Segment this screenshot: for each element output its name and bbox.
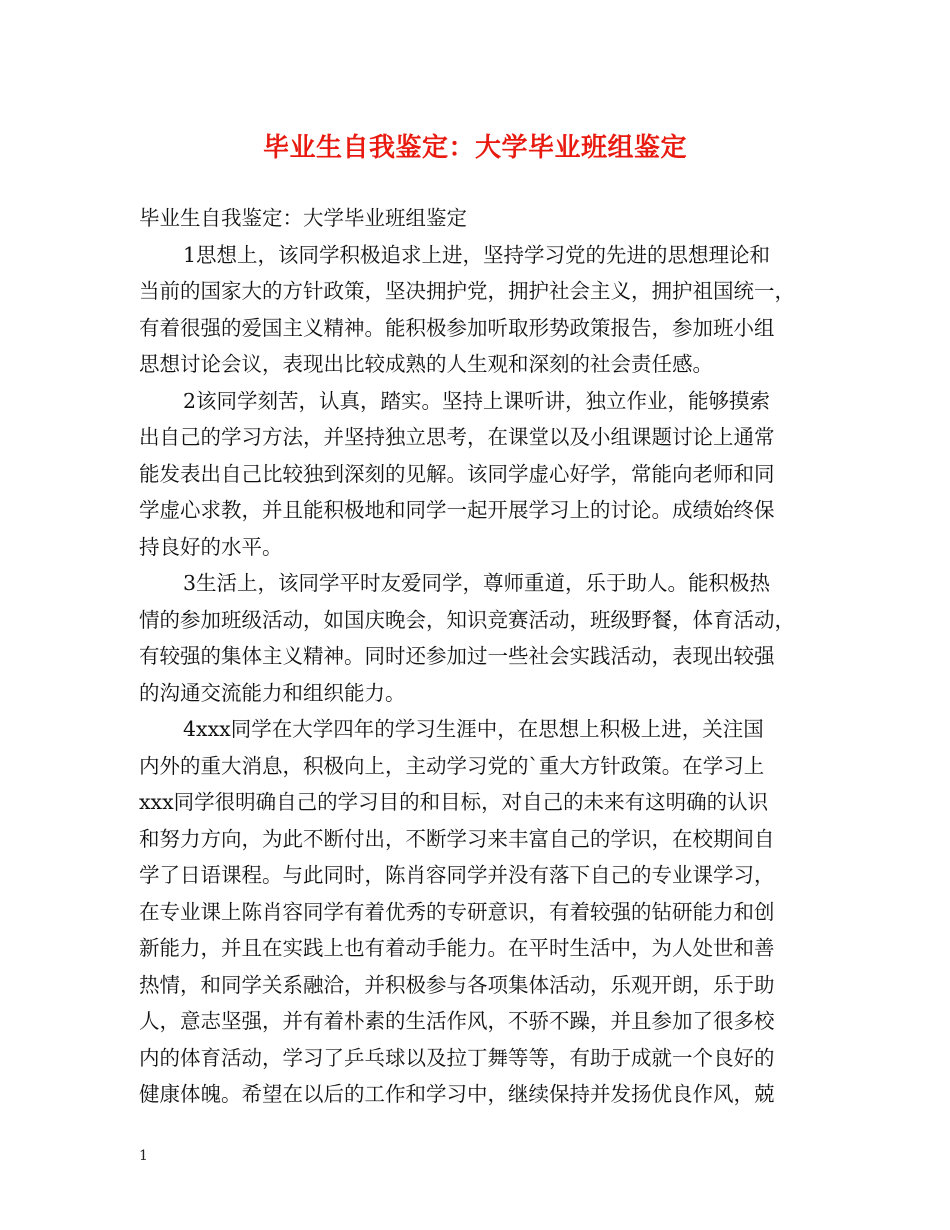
body-line-paragraph-3-start: 3生活上，该同学平时友爱同学，尊师重道，乐于助人。能积极热 xyxy=(183,571,771,595)
body-line: 有较强的集体主义精神。同时还参加过一些社会实践活动，表现出较强 xyxy=(139,644,775,668)
body-line: 和努力方向，为此不断付出，不断学习来丰富自己的学识，在校期间自 xyxy=(139,826,775,851)
body-line-paragraph-2-start: 2该同学刻苦，认真，踏实。坚持上课听讲，独立作业，能够摸索 xyxy=(183,388,771,413)
body-line: 健康体魄。希望在以后的工作和学习中，继续保持并发扬优良作风，兢 xyxy=(139,1082,775,1106)
body-line: 有着很强的爱国主义精神。能积极参加听取形势政策报告，参加班小组 xyxy=(139,315,775,340)
body-line: 情的参加班级活动，如国庆晚会，知识竞赛活动，班级野餐，体育活动， xyxy=(139,607,795,632)
body-line-paragraph-1-start: 1思想上，该同学积极追求上进，坚持学习党的先进的思想理论和 xyxy=(183,242,771,267)
page-number: 1 xyxy=(139,1148,148,1164)
body-line: 思想讨论会议，表现出比较成熟的人生观和深刻的社会责任感。 xyxy=(139,352,713,376)
body-line: 热情，和同学关系融洽，并积极参与各项集体活动，乐观开朗，乐于助 xyxy=(139,972,775,997)
body-line-heading: 毕业生自我鉴定：大学毕业班组鉴定 xyxy=(139,206,467,230)
body-line: 能发表出自己比较独到深刻的见解。该同学虚心好学，常能向老师和同 xyxy=(139,461,775,486)
body-line: 人，意志坚强，并有着朴素的生活作风，不骄不躁，并且参加了很多校 xyxy=(139,1009,775,1033)
body-line: 的沟通交流能力和组织能力。 xyxy=(139,680,406,705)
body-line: xxx同学很明确自己的学习目的和目标，对自己的未来有这明确的认识 xyxy=(139,790,769,814)
body-line: 出自己的学习方法，并坚持独立思考，在课堂以及小组课题讨论上通常 xyxy=(139,425,775,449)
body-line: 内外的重大消息，积极向上，主动学习党的`重大方针政策。在学习上 xyxy=(139,753,765,778)
body-line: 学了日语课程。与此同时，陈肖容同学并没有落下自己的专业课学习， xyxy=(139,863,775,887)
body-line: 学虚心求教，并且能积极地和同学一起开展学习上的讨论。成绩始终保 xyxy=(139,498,775,522)
body-line: 新能力，并且在实践上也有着动手能力。在平时生活中，为人处世和善 xyxy=(139,936,775,960)
body-line-paragraph-4-start: 4xxx同学在大学四年的学习生涯中，在思想上积极上进，关注国 xyxy=(183,717,764,741)
body-line: 当前的国家大的方针政策，坚决拥护党，拥护社会主义，拥护祖国统一， xyxy=(139,279,795,303)
body-line: 持良好的水平。 xyxy=(139,534,283,559)
body-line: 内的体育活动，学习了乒乓球以及拉丁舞等等，有助于成就一个良好的 xyxy=(139,1045,775,1070)
body-line: 在专业课上陈肖容同学有着优秀的专研意识，有着较强的钻研能力和创 xyxy=(139,899,775,924)
document-body xyxy=(139,200,819,1113)
document-title: 毕业生自我鉴定：大学毕业班组鉴定 xyxy=(262,133,687,163)
